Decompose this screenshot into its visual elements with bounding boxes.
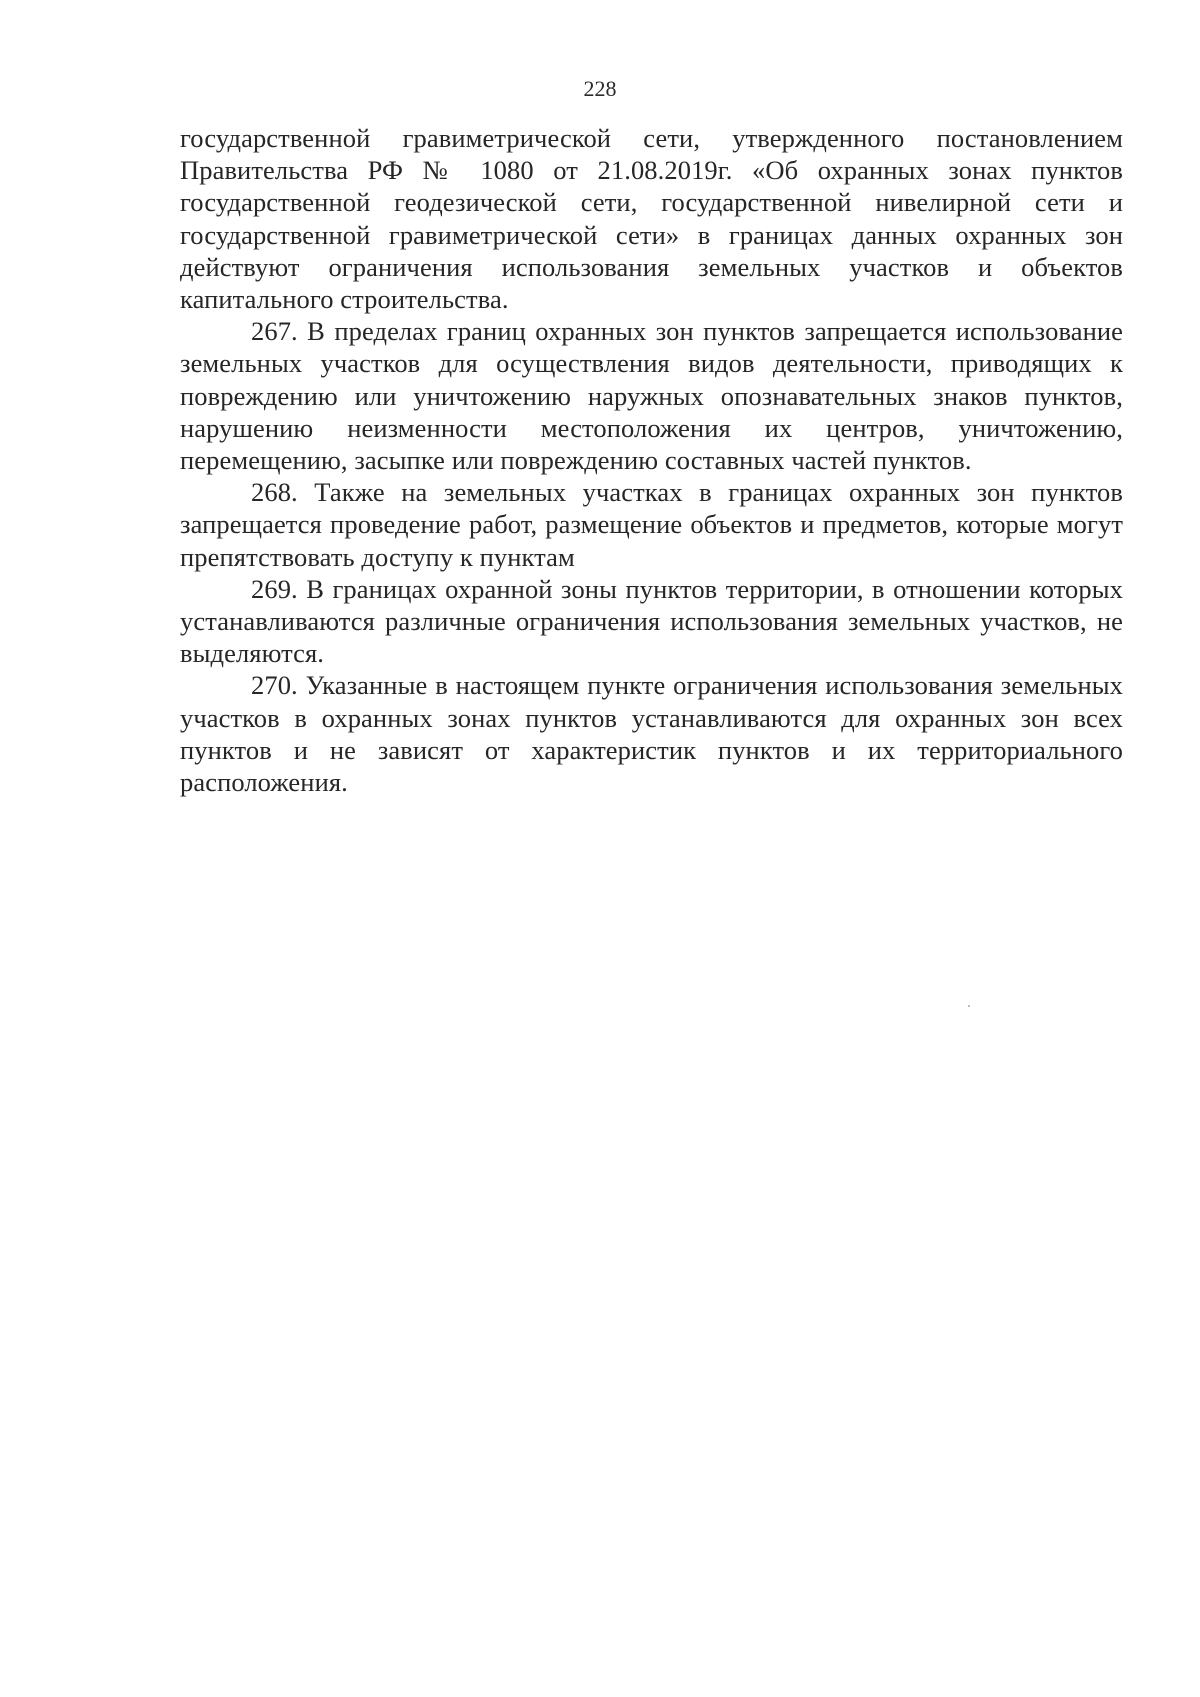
paragraph-268: 268. Также на земельных участках в границах охранных зон пунктов запрещается проведение работ, размещение объектов и предметов, которые могут препятствовать доступу к пунктам [180,477,1123,572]
paragraph-270: 270. Указанные в настоящем пункте ограничения использования земельных участков в охранных зонах пунктов устанавливаются для охранных зон всех пунктов и не зависят от характеристик пунктов и их территориального расположения. [180,670,1123,798]
paragraph-continuation: государственной гравиметрической сети, утвержденного постановлением Правительства РФ № 1080 от 21.08.2019г. «Об охранных зонах пунктов государственной геодезической сети, государственной нивелирной сети и государственной гравиметрической сети» в границах данных охранных зон действуют ограничения использования земельных участков и объектов капитального строительства. [180,123,1123,315]
page-number: 228 [583,76,617,101]
scan-speck [968,1005,970,1007]
paragraph-267: 267. В пределах границ охранных зон пунктов запрещается использование земельных участков для осуществления видов деятельности, приводящих к повреждению или уничтожению наружных опознавательных знаков пунктов, нарушению неизменности местоположения их центров, уничтожению, перемещению, засыпке или повреждению составных частей пунктов. [180,316,1123,476]
document-body [180,122,1123,798]
paragraph-269: 269. В границах охранной зоны пунктов территории, в отношении которых устанавливаются различные ограничения использования земельных участков, не выделяются. [180,573,1123,669]
